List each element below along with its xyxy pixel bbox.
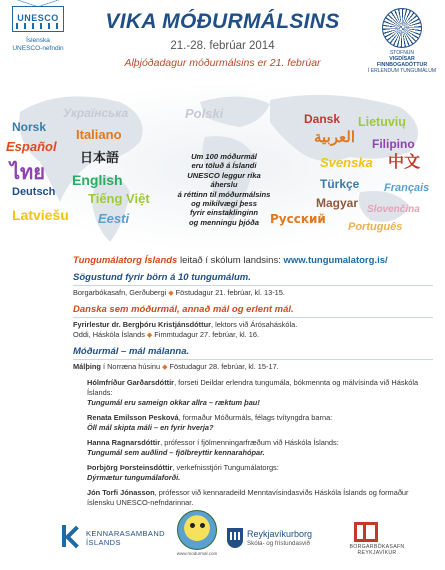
event-lecturer: Fyrirlestur dr. Bergþóru Kristjánsdóttur, lektors við Árósaháskóla. (73, 320, 298, 329)
lang-japanese: 日本語 (80, 151, 120, 166)
event-symposium (73, 346, 433, 508)
lang-tieng-viet: Tiếng Việt (88, 191, 150, 206)
event-title: Danska sem móðurmál, annað mál og erlent mál. (73, 304, 433, 318)
event-danish-lecture (73, 304, 433, 341)
lang-magyar: Magyar (316, 196, 359, 210)
vigdis-institute-logo (366, 8, 438, 74)
borgarbokasafn-logo: BORGARBÓKASAFN REYKJAVÍKUR (332, 522, 422, 552)
unesco-caption: Íslenska UNESCO-nefndin (12, 37, 64, 52)
lang-arabic: العربية (314, 129, 355, 146)
lang-lietuviu: Lietuvių (358, 115, 406, 129)
modurmal-mascot-logo: www.modurmal.com (172, 510, 222, 562)
unesco-logo-text: UNESCO (17, 13, 59, 23)
event-details: Málþing í Norræna húsinu ◆ Föstudagur 28. febrúar, kl. 15-17. (73, 362, 279, 371)
vigdis-caption: STOFNUN VIGDÍSAR FINNBOGADÓTTUR Í ERLENDUM TUNGUMÁLUM (368, 50, 436, 74)
lang-portugues: Português (348, 221, 403, 233)
diamond-icon: ◆ (168, 290, 174, 297)
lang-russian: Русский (270, 212, 326, 226)
lang-norsk: Norsk (12, 120, 47, 134)
lang-turkce: Türkçe (320, 177, 360, 191)
lang-slovencina: Slovenčina (367, 204, 420, 215)
lang-polski: Polski (185, 106, 224, 121)
diamond-icon: ◆ (146, 332, 153, 339)
lang-ukrainian: Українська (63, 106, 129, 120)
event-details: Borgarbókasafn, Gerðubergi ◆ Föstudagur 21. febrúar, kl. 13-15. (73, 288, 285, 297)
tungumalatorg-brand: Tungumálatorg Íslands (73, 255, 178, 266)
event-details: Oddi, Háskóla Íslands ◆ Fimmtudagur 27. febrúar, kl. 16. (73, 330, 260, 339)
lang-dansk: Dansk (304, 112, 341, 126)
poster-subtitle: Alþjóðadagur móðurmálsins er 21. febrúar (124, 57, 321, 69)
event-title: Sögustund fyrir börn á 10 tungumálum. (73, 272, 433, 286)
event-title: Móðurmál – mál málanna. (73, 346, 433, 360)
lang-latviesu: Latviešu (12, 207, 69, 223)
lang-espanol: Español (6, 139, 57, 154)
vigdis-sunburst-icon (382, 8, 422, 48)
speaker-item: Jón Torfi Jónasson, prófessor við kennaradeild Menntavísindasviðs Háskóla Íslands og formaður íslensku UNESCO-nefndarinnar. (87, 488, 409, 507)
speaker-item: Hólmfríður Garðarsdóttir, forseti Deildar erlendra tungumála, bókmennta og málvísinda við Háskóla Íslands: Tungumál eru sameign okkar allra – ræktum þau! (87, 378, 419, 407)
speaker-item: Renata Emilsson Pesková, formaður Móðurmáls, félags tvítyngdra barna: Öll mál skipta máli – en fyrir hverja? (87, 413, 333, 432)
speaker-item: Hanna Ragnarsdóttir, prófessor í fjölmenningarfræðum við Háskóla Íslands: Tungumál sem auðlind – fjölbreyttir kennarahópar. (87, 438, 339, 457)
lang-francais: Français (384, 182, 430, 194)
program (73, 255, 433, 513)
speaker-item: Þorbjörg Þorsteinsdóttir, verkefnisstjóri Tungumálatorgs: Dýrmætur tungumálaforði. (87, 463, 279, 482)
center-statement: Um 100 móðurmál eru töluð á Íslandi UNESCO leggur ríka áherslu á réttinn til móðurmálsins og mikilvægi þess fyrir einstaklinginn og menningu þjóða (177, 152, 271, 227)
diamond-icon: ◆ (162, 364, 168, 371)
event-storytime (73, 272, 433, 299)
tungumalatorg-line: Tungumálatorg Íslands leitað í skólum landsins: www.tungumalatorg.is/ (73, 255, 388, 266)
lang-english: English (72, 172, 123, 188)
poster-title: VIKA MÓÐURMÁLSINS (105, 10, 340, 33)
lang-filipino: Filipino (372, 137, 415, 151)
event-dates: 21.-28. febrúar 2014 (170, 40, 275, 52)
kennarasamband-logo: KENNARASAMBAND ÍSLANDS (62, 523, 182, 553)
kennarasamband-k-icon (62, 525, 80, 547)
borgarbokasafn-mark-icon (354, 522, 378, 542)
reykjavik-shield-icon (227, 528, 243, 548)
lang-svenska: Svenska (320, 155, 373, 170)
tungumalatorg-link[interactable]: www.tungumalatorg.is/ (283, 255, 388, 266)
lang-thai: ไทย (10, 160, 45, 184)
lang-eesti: Eesti (98, 211, 130, 226)
smiling-globe-icon (177, 510, 217, 550)
lang-deutsch: Deutsch (12, 186, 56, 198)
lang-italiano: Italiano (76, 127, 122, 142)
reykjavikurborg-logo: Reykjavíkurborg Skóla- og frístundasvið (227, 528, 327, 556)
lang-chinese: 中文 (388, 152, 421, 171)
